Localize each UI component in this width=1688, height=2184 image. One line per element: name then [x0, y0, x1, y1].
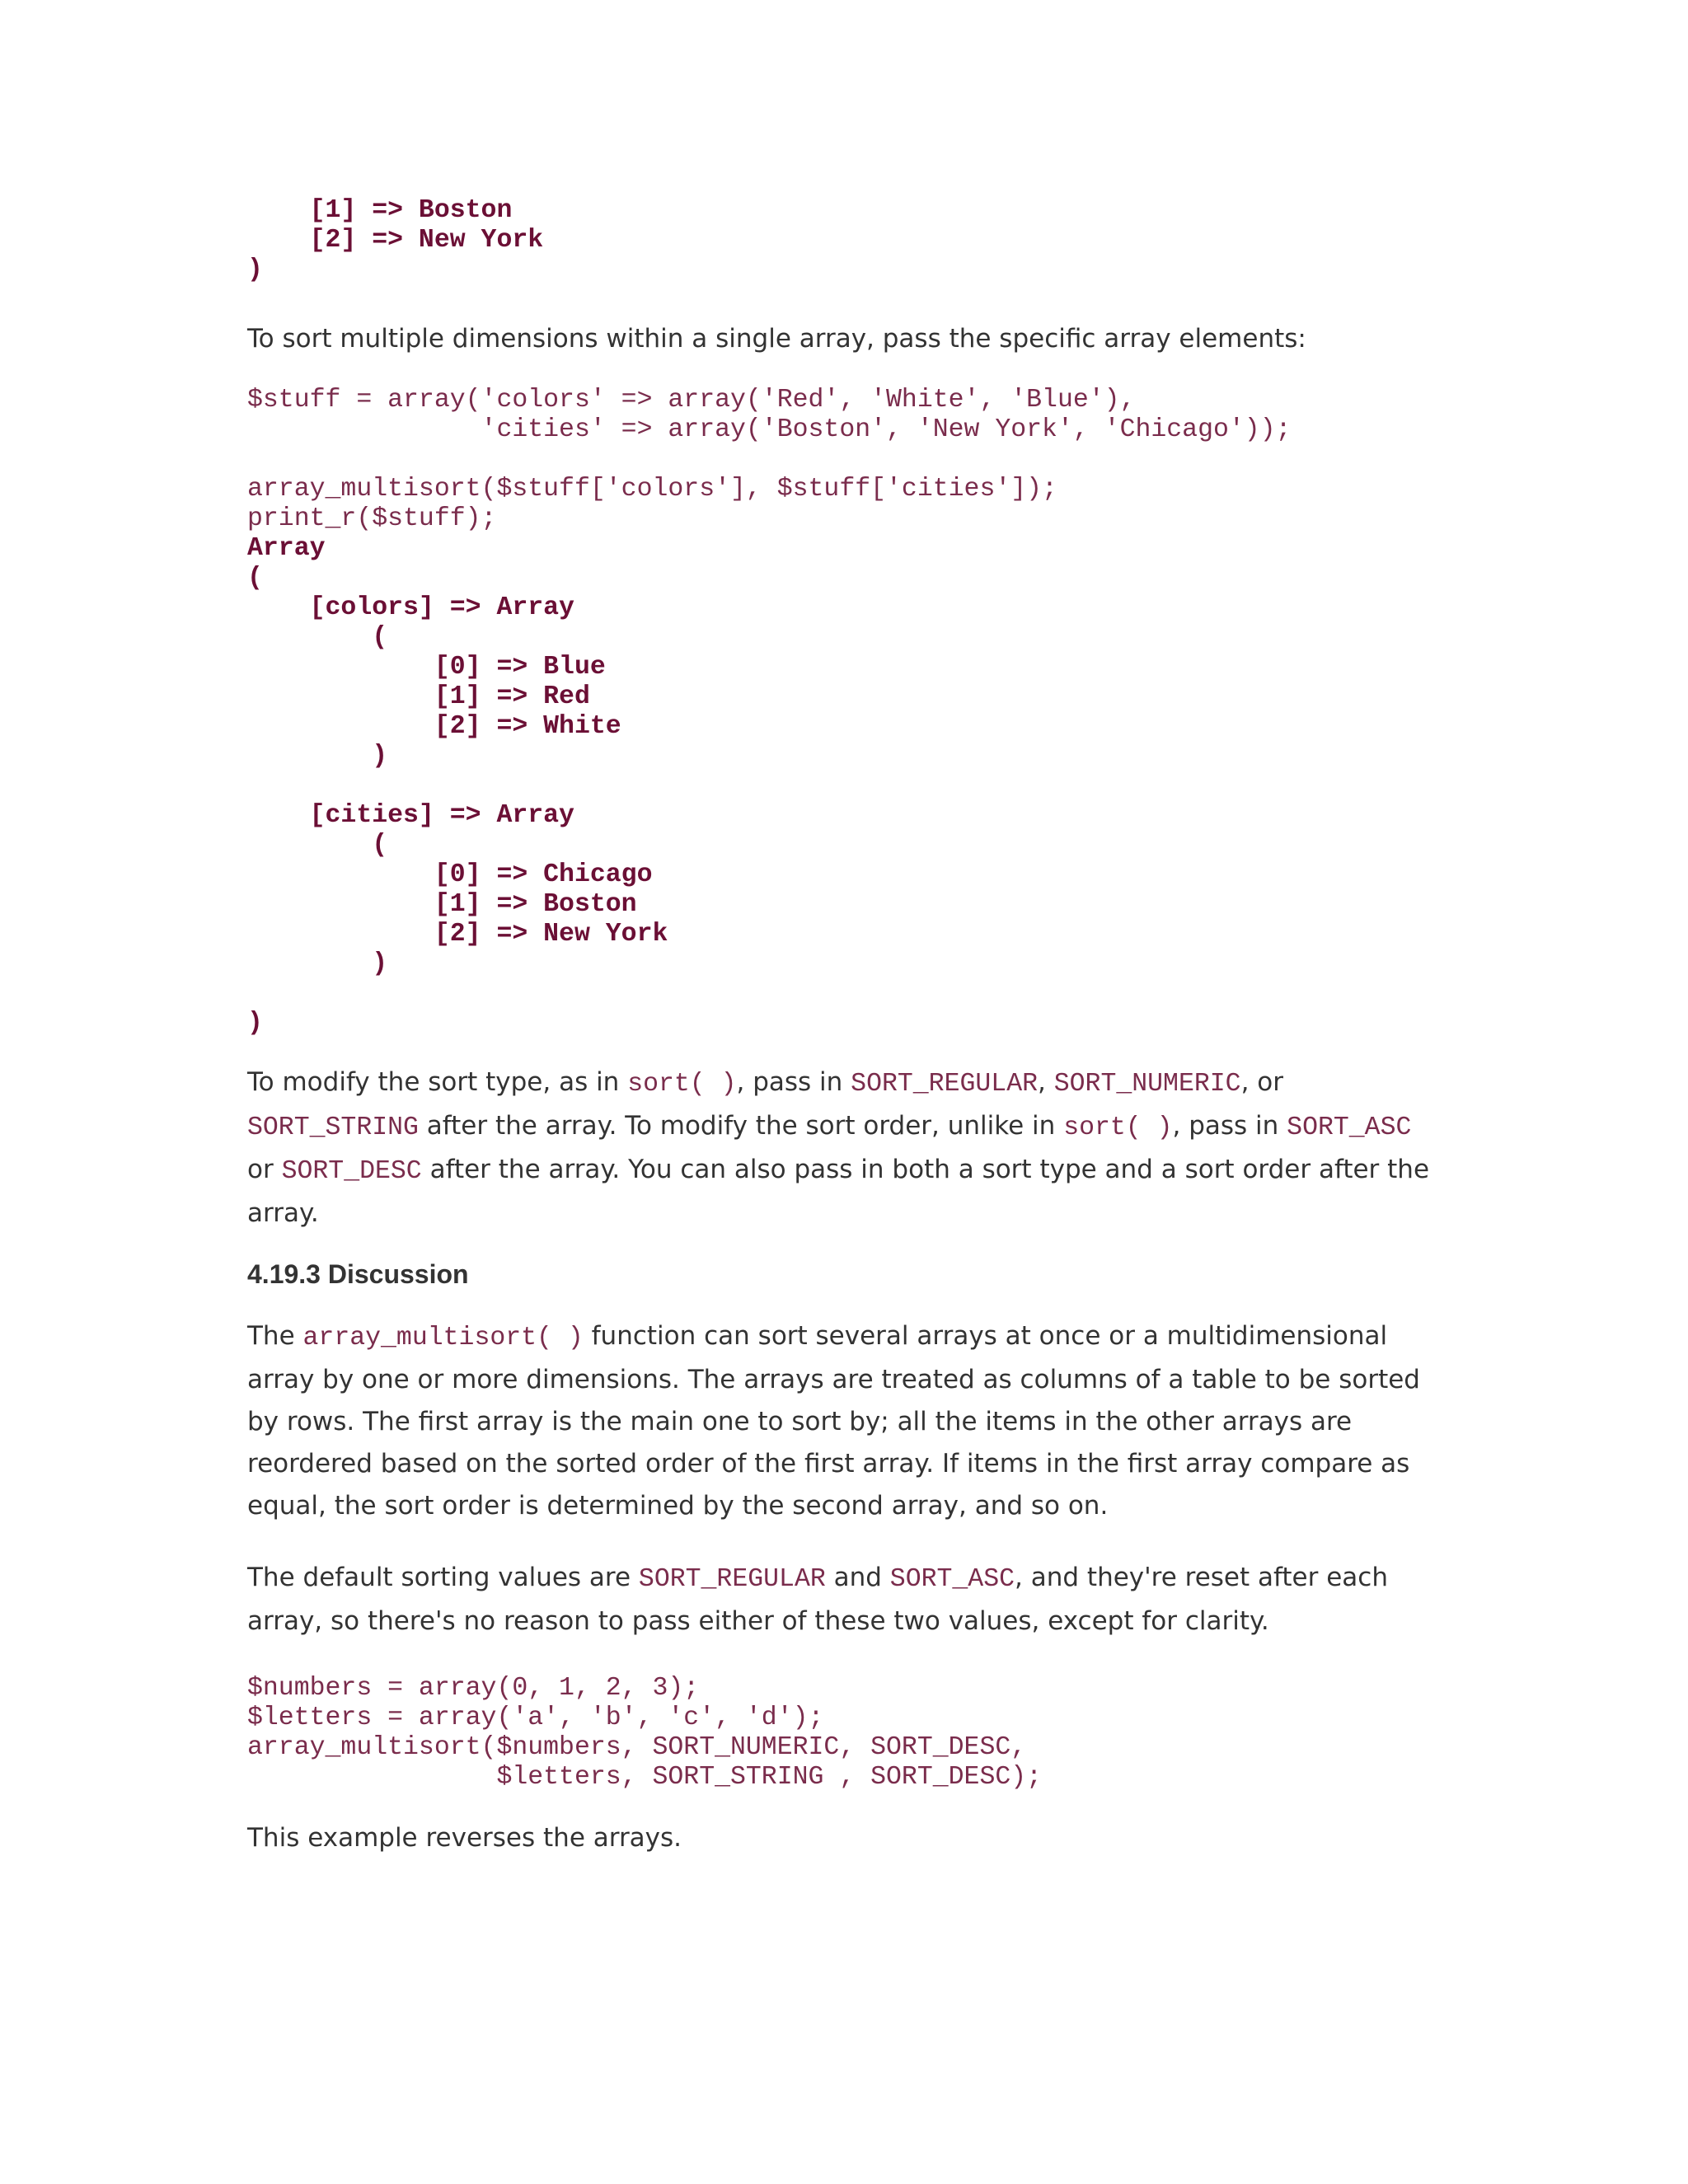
inline-code: SORT_ASC: [889, 1565, 1015, 1594]
output-line: Array: [247, 534, 326, 563]
output-line: [1] => Boston: [247, 890, 637, 919]
document-page: [247, 196, 1451, 1859]
output-line: [2] => White: [247, 712, 621, 741]
output-line: (: [247, 831, 388, 860]
output-line: ): [247, 255, 263, 284]
inline-code: SORT_NUMERIC: [1053, 1070, 1241, 1099]
paragraph-multisort-description: [247, 1315, 1451, 1527]
output-line: [1] => Boston: [247, 196, 513, 225]
inline-code: SORT_STRING: [247, 1113, 419, 1142]
output-line: (: [247, 623, 388, 652]
text-run: function can sort several arrays at once or a multidimensional array by one or more dimensions. The arrays are treated as columns of a table to be sorted by rows. The first array is the main one to sort by; all the items in the other arrays are reordered based on the sorted order of the first array. If items in the first array compare as equal, the sort order is determined by the second array, and so on.: [247, 1321, 1420, 1521]
inline-code: array_multisort( ): [302, 1324, 584, 1352]
output-line: [0] => Blue: [247, 653, 606, 682]
text-run: and: [825, 1563, 890, 1592]
code-block-numbers-letters: [247, 1674, 1451, 1793]
output-block-stuff: [247, 534, 1451, 1038]
output-line: [2] => New York: [247, 920, 668, 949]
code-line: array_multisort($stuff['colors'], $stuff['cities']);: [247, 475, 1057, 504]
output-line: [colors] => Array: [247, 593, 574, 622]
section-heading-discussion: 4.19.3 Discussion: [247, 1259, 469, 1289]
text-run: ,: [1038, 1067, 1054, 1097]
paragraph-default-values: [247, 1557, 1451, 1643]
output-line: ): [247, 949, 388, 978]
inline-code: SORT_ASC: [1287, 1113, 1412, 1142]
inline-code: SORT_REGULAR: [638, 1565, 826, 1594]
text-run: The default sorting values are: [247, 1563, 639, 1592]
text-run: The: [247, 1321, 303, 1351]
output-line: [1] => Red: [247, 682, 590, 711]
code-line: 'cities' => array('Boston', 'New York', 'Chicago'));: [247, 415, 1292, 444]
code-line: $letters = array('a', 'b', 'c', 'd');: [247, 1704, 824, 1732]
text-run: , and they're reset after each array, so there's no reason to pass either of these two values, except for clarity.: [247, 1563, 1388, 1636]
text-run: or: [247, 1155, 282, 1184]
output-line: [2] => New York: [247, 226, 544, 255]
paragraph-reverse-example: This example reverses the arrays.: [247, 1823, 682, 1853]
text-run: after the array. To modify the sort order, unlike in: [418, 1111, 1064, 1141]
inline-code: sort( ): [627, 1070, 737, 1099]
output-line: ): [247, 1009, 263, 1038]
code-line: $numbers = array(0, 1, 2, 3);: [247, 1674, 700, 1703]
text-run: , pass in: [736, 1067, 851, 1097]
text-run: , or: [1240, 1067, 1283, 1097]
code-line: array_multisort($numbers, SORT_NUMERIC, SORT_DESC,: [247, 1733, 1027, 1762]
code-line: print_r($stuff);: [247, 504, 497, 533]
inline-code: SORT_DESC: [281, 1157, 422, 1186]
output-line: ): [247, 742, 388, 771]
text-run: To modify the sort type, as in: [247, 1067, 628, 1097]
paragraph-sort-type-order: [247, 1062, 1451, 1235]
code-line: $letters, SORT_STRING , SORT_DESC);: [247, 1763, 1043, 1792]
inline-code: sort( ): [1063, 1113, 1173, 1142]
text-run: , pass in: [1172, 1111, 1287, 1141]
text-run: after the array. You can also pass in both a sort type and a sort order after the array.: [247, 1155, 1430, 1228]
output-line: [0] => Chicago: [247, 860, 653, 889]
code-block-stuff-sort: [247, 386, 1451, 534]
inline-code: SORT_REGULAR: [851, 1070, 1039, 1099]
code-line: $stuff = array('colors' => array('Red', 'White', 'Blue'),: [247, 386, 1136, 415]
output-line: (: [247, 564, 263, 593]
paragraph-multi-dimension-intro: To sort multiple dimensions within a single array, pass the specific array elements:: [247, 324, 1306, 354]
output-line: [cities] => Array: [247, 801, 574, 830]
previous-output-tail: [247, 196, 1451, 285]
